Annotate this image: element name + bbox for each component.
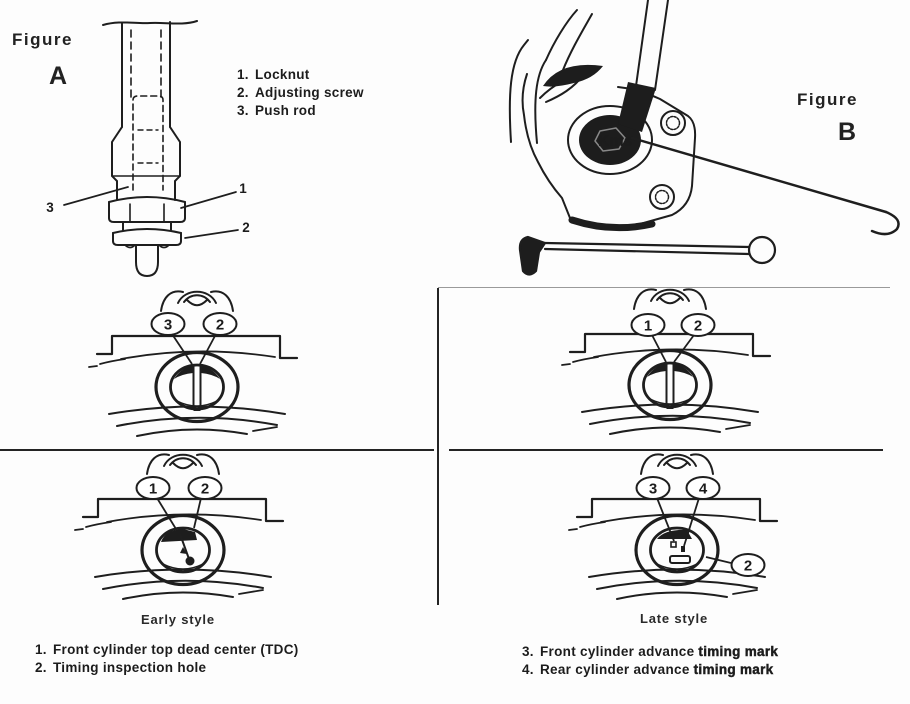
pushrod-callout-1: 1 <box>239 181 247 196</box>
callout-right <box>189 477 222 499</box>
legend-label: Front cylinder advance <box>540 644 695 659</box>
callout-left <box>632 314 665 336</box>
screwdriver-shaft <box>618 0 668 132</box>
svg-text:1: 1 <box>643 317 653 335</box>
legend-left-item <box>35 659 303 677</box>
svg-text:2: 2 <box>215 316 225 334</box>
legend-num: 4. <box>522 662 534 677</box>
callout-side <box>732 554 765 576</box>
figure-b-letter: B <box>838 118 857 146</box>
legend-num: 3. <box>237 103 249 118</box>
tappet-wrench <box>632 138 899 234</box>
legend-num: 2. <box>35 660 47 675</box>
svg-text:3: 3 <box>163 316 173 334</box>
pushrod-callout-3: 3 <box>46 200 54 215</box>
tdc-mark-shading <box>174 366 220 380</box>
legend-label: Locknut <box>255 67 310 82</box>
legend-label: Adjusting screw <box>255 85 364 100</box>
legend-left <box>35 641 303 677</box>
early-style-caption: Early style <box>141 612 215 627</box>
tdc-mark-shading <box>647 364 693 378</box>
callout-left <box>637 477 670 499</box>
legend-label: Timing inspection hole <box>53 660 207 675</box>
bolt-head <box>650 185 674 209</box>
front-tdc-late-view <box>438 287 875 449</box>
legend-label: Front cylinder top dead center (TDC) <box>53 642 299 657</box>
advance-early-view <box>0 450 437 608</box>
legend-num: 1. <box>237 67 249 82</box>
advance-mark-late <box>657 530 692 563</box>
svg-text:2: 2 <box>693 317 703 335</box>
legend-right <box>522 643 778 679</box>
figure-a-title: Figure <box>12 30 73 49</box>
figure-a-letter: A <box>49 62 68 90</box>
legend-label: Push rod <box>255 103 316 118</box>
legend-num: 2. <box>237 85 249 100</box>
legend-num: 3. <box>522 644 534 659</box>
pushrod-adjuster-diagram <box>0 0 300 290</box>
legend-label-bold: timing mark <box>693 662 774 677</box>
svg-text:4: 4 <box>698 480 708 498</box>
svg-text:1: 1 <box>148 480 158 498</box>
shadow-crescent <box>543 65 603 87</box>
tdc-mark-line <box>194 364 201 410</box>
callout-right <box>682 314 715 336</box>
callout-right <box>687 477 720 499</box>
figure-b-title: Figure <box>797 90 858 109</box>
legend-num: 1. <box>35 642 47 657</box>
svg-text:2: 2 <box>743 557 753 575</box>
tdc-mark-line <box>667 362 674 408</box>
callout-left <box>137 477 170 499</box>
svg-text:2: 2 <box>200 480 210 498</box>
callout-right <box>204 313 237 335</box>
legend-label: Rear cylinder advance <box>540 662 690 677</box>
legend-label-bold: timing mark <box>698 644 779 659</box>
front-tdc-early-view <box>0 287 437 449</box>
legend-right-item <box>522 643 778 661</box>
bolt-head <box>661 111 685 135</box>
svg-text:3: 3 <box>648 480 658 498</box>
tappet-adjustment-photo-diagram <box>480 0 910 290</box>
pushrod-leader-lines <box>64 187 238 238</box>
spare-wrench <box>520 237 775 275</box>
advance-mark-early <box>161 529 197 566</box>
advance-late-view <box>438 450 875 608</box>
callout-left <box>152 313 185 335</box>
pushrod-callout-2: 2 <box>242 220 250 235</box>
pushrod-drawing <box>64 21 238 276</box>
legend-right-item <box>522 661 778 679</box>
late-style-caption: Late style <box>640 611 708 626</box>
legend-left-item <box>35 641 303 659</box>
scan-watermark: Kms <box>598 133 633 150</box>
